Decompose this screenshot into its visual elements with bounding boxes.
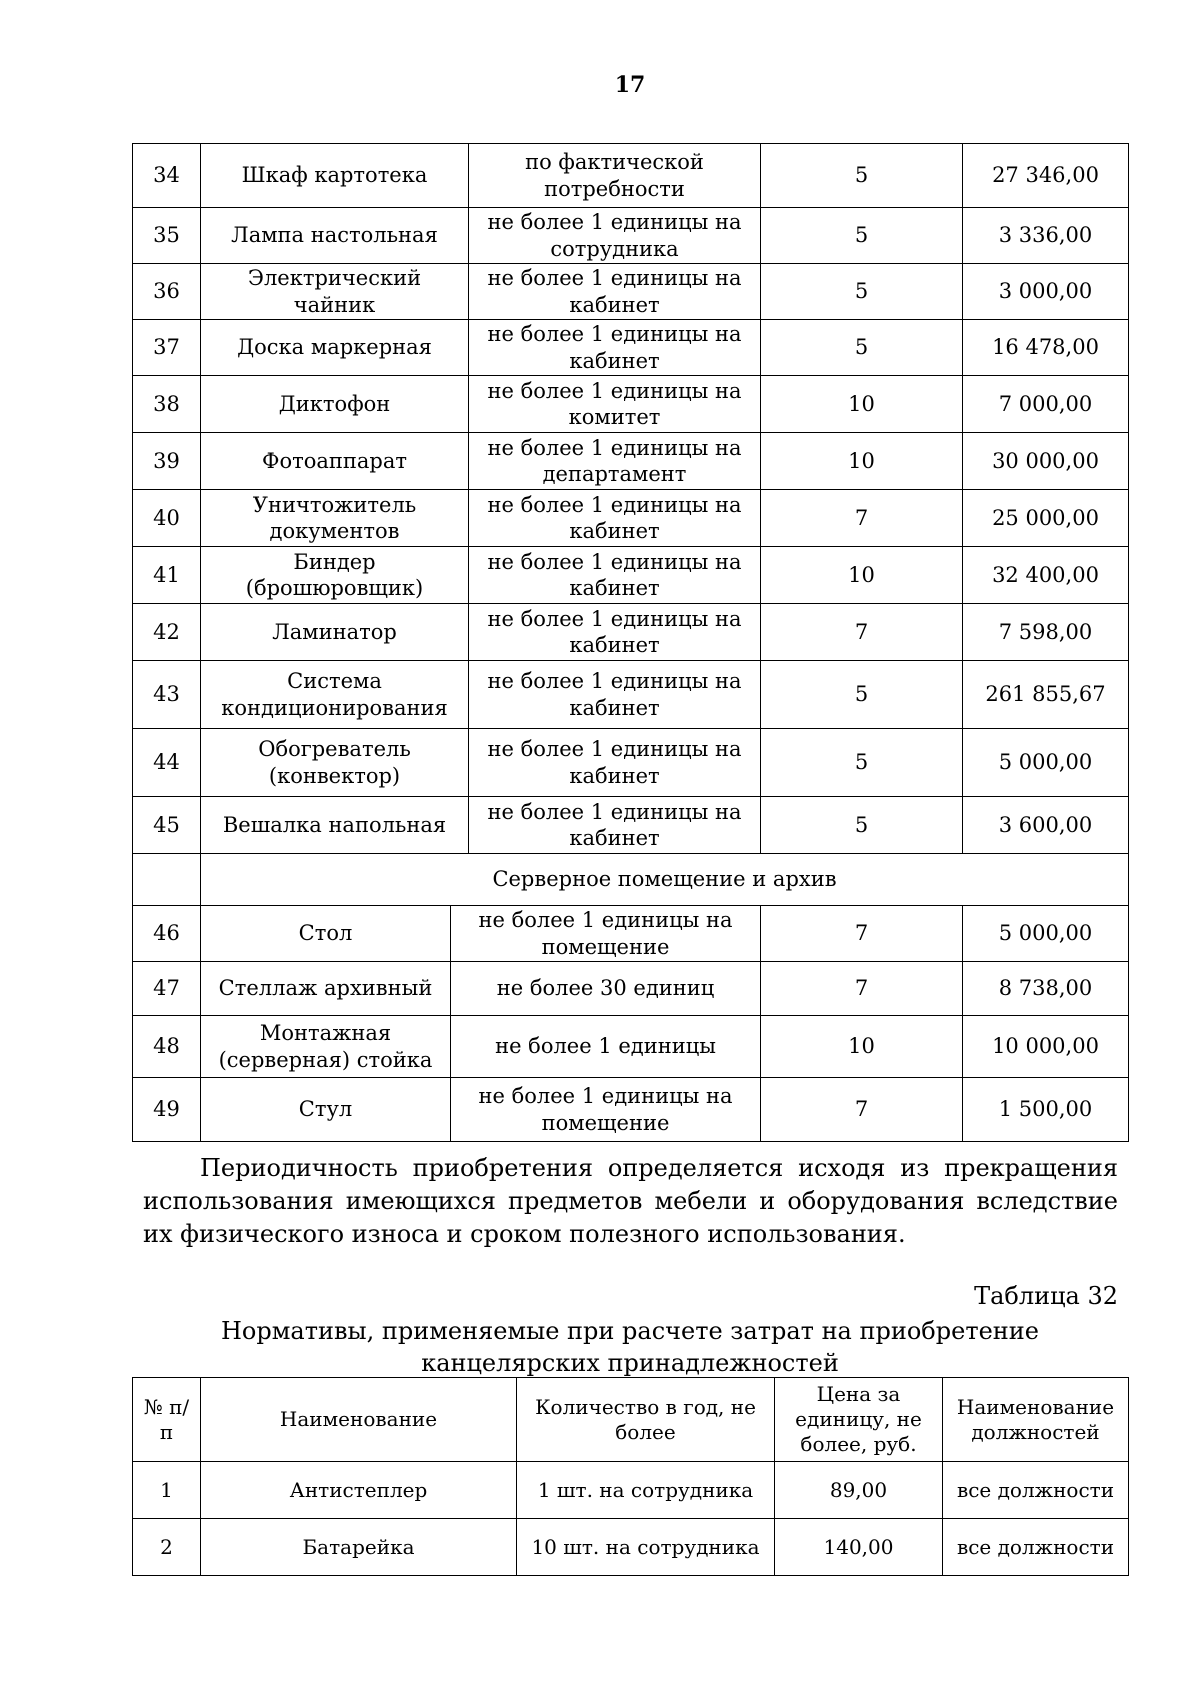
item-price: 5 000,00	[963, 906, 1129, 962]
item-years: 5	[761, 320, 963, 376]
item-name: Ламинатор	[201, 604, 469, 661]
row-number: 40	[133, 490, 201, 547]
item-norm: не более 1 единицы на кабинет	[469, 661, 761, 729]
item-years: 7	[761, 962, 963, 1016]
item-norm: не более 1 единицы на кабинет	[469, 797, 761, 854]
table-row	[133, 320, 1129, 376]
item-norm: не более 1 единицы на департамент	[469, 433, 761, 490]
table-row	[133, 797, 1129, 854]
table-row	[133, 906, 1129, 962]
row-number: 2	[133, 1519, 201, 1576]
item-name: Фотоаппарат	[201, 433, 469, 490]
section-row	[133, 854, 1129, 906]
item-norm: не более 1 единицы на кабинет	[469, 264, 761, 320]
item-norm: по фактической потребности	[469, 144, 761, 208]
row-number: 43	[133, 661, 201, 729]
page-number: 17	[614, 72, 646, 98]
row-number: 37	[133, 320, 201, 376]
table-row	[133, 1519, 1129, 1576]
row-number: 45	[133, 797, 201, 854]
item-name: Антистеплер	[201, 1462, 517, 1519]
item-name: Лампа настольная	[201, 208, 469, 264]
table-row	[133, 1078, 1129, 1142]
table-row	[133, 433, 1129, 490]
row-number: 47	[133, 962, 201, 1016]
table-row	[133, 661, 1129, 729]
item-name: Биндер (брошюровщик)	[201, 547, 469, 604]
item-years: 5	[761, 729, 963, 797]
item-price: 16 478,00	[963, 320, 1129, 376]
table-title: Нормативы, применяемые при расчете затрат на приобретение канцелярских принадлежностей	[221, 1317, 1039, 1377]
table-row	[133, 490, 1129, 547]
item-price: 261 855,67	[963, 661, 1129, 729]
header-price: Цена за единицу, не более, руб.	[775, 1378, 943, 1462]
item-qty: 1 шт. на сотрудника	[517, 1462, 775, 1519]
item-name: Доска маркерная	[201, 320, 469, 376]
item-price: 27 346,00	[963, 144, 1129, 208]
table-header-row	[133, 1378, 1129, 1462]
header-qty: Количество в год, не более	[517, 1378, 775, 1462]
item-name: Уничтожитель документов	[201, 490, 469, 547]
item-years: 5	[761, 661, 963, 729]
item-qty: 10 шт. на сотрудника	[517, 1519, 775, 1576]
item-norm: не более 1 единицы на кабинет	[469, 604, 761, 661]
item-price: 3 600,00	[963, 797, 1129, 854]
item-price: 25 000,00	[963, 490, 1129, 547]
item-price: 7 598,00	[963, 604, 1129, 661]
item-price: 140,00	[775, 1519, 943, 1576]
item-norm: не более 1 единицы на кабинет	[469, 729, 761, 797]
item-price: 10 000,00	[963, 1016, 1129, 1078]
row-number: 1	[133, 1462, 201, 1519]
item-norm: не более 1 единицы на помещение	[451, 906, 761, 962]
item-name: Монтажная (серверная) стойка	[201, 1016, 451, 1078]
header-positions: Наименование должностей	[943, 1378, 1129, 1462]
item-name: Стеллаж архивный	[201, 962, 451, 1016]
item-norm: не более 30 единиц	[451, 962, 761, 1016]
item-norm: не более 1 единицы	[451, 1016, 761, 1078]
row-number: 49	[133, 1078, 201, 1142]
item-norm: не более 1 единицы на сотрудника	[469, 208, 761, 264]
periodicity-paragraph: Периодичность приобретения определяется исходя из прекращения использования имеющихся предметов мебели и оборудования вследствие их физического износа и сроком полезного использования.	[143, 1154, 1118, 1248]
item-norm: не более 1 единицы на кабинет	[469, 547, 761, 604]
item-years: 5	[761, 797, 963, 854]
item-name: Обогреватель (конвектор)	[201, 729, 469, 797]
item-price: 7 000,00	[963, 376, 1129, 433]
item-name: Диктофон	[201, 376, 469, 433]
section-num-cell	[133, 854, 201, 906]
item-name: Батарейка	[201, 1519, 517, 1576]
item-price: 3 000,00	[963, 264, 1129, 320]
item-years: 7	[761, 906, 963, 962]
item-name: Стул	[201, 1078, 451, 1142]
table-row	[133, 547, 1129, 604]
table-row	[133, 962, 1129, 1016]
item-norm: не более 1 единицы на помещение	[451, 1078, 761, 1142]
item-years: 7	[761, 604, 963, 661]
item-years: 7	[761, 1078, 963, 1142]
table-row	[133, 1462, 1129, 1519]
row-number: 44	[133, 729, 201, 797]
row-number: 46	[133, 906, 201, 962]
item-name: Шкаф картотека	[201, 144, 469, 208]
item-years: 10	[761, 1016, 963, 1078]
item-norm: не более 1 единицы на комитет	[469, 376, 761, 433]
table-row	[133, 376, 1129, 433]
row-number: 39	[133, 433, 201, 490]
table-row	[133, 729, 1129, 797]
row-number: 38	[133, 376, 201, 433]
table-row	[133, 144, 1129, 208]
table-row	[133, 264, 1129, 320]
item-price: 3 336,00	[963, 208, 1129, 264]
item-price: 30 000,00	[963, 433, 1129, 490]
row-number: 34	[133, 144, 201, 208]
equipment-table	[132, 143, 1129, 1142]
table-row	[133, 604, 1129, 661]
item-name: Система кондиционирования	[201, 661, 469, 729]
row-number: 48	[133, 1016, 201, 1078]
item-years: 5	[761, 144, 963, 208]
item-price: 8 738,00	[963, 962, 1129, 1016]
item-years: 10	[761, 547, 963, 604]
item-price: 89,00	[775, 1462, 943, 1519]
item-years: 5	[761, 264, 963, 320]
item-years: 7	[761, 490, 963, 547]
header-name: Наименование	[201, 1378, 517, 1462]
table-row	[133, 208, 1129, 264]
item-years: 10	[761, 376, 963, 433]
header-num: № п/п	[133, 1378, 201, 1462]
section-title: Серверное помещение и архив	[201, 854, 1129, 906]
stationery-table	[132, 1377, 1129, 1576]
table-row	[133, 1016, 1129, 1078]
item-name: Стол	[201, 906, 451, 962]
item-norm: не более 1 единицы на кабинет	[469, 320, 761, 376]
row-number: 42	[133, 604, 201, 661]
row-number: 41	[133, 547, 201, 604]
item-years: 10	[761, 433, 963, 490]
item-positions: все должности	[943, 1519, 1129, 1576]
item-years: 5	[761, 208, 963, 264]
item-name: Электрический чайник	[201, 264, 469, 320]
table-label: Таблица 32	[974, 1282, 1118, 1310]
item-name: Вешалка напольная	[201, 797, 469, 854]
item-price: 32 400,00	[963, 547, 1129, 604]
row-number: 35	[133, 208, 201, 264]
item-norm: не более 1 единицы на кабинет	[469, 490, 761, 547]
item-price: 1 500,00	[963, 1078, 1129, 1142]
item-positions: все должности	[943, 1462, 1129, 1519]
item-price: 5 000,00	[963, 729, 1129, 797]
row-number: 36	[133, 264, 201, 320]
